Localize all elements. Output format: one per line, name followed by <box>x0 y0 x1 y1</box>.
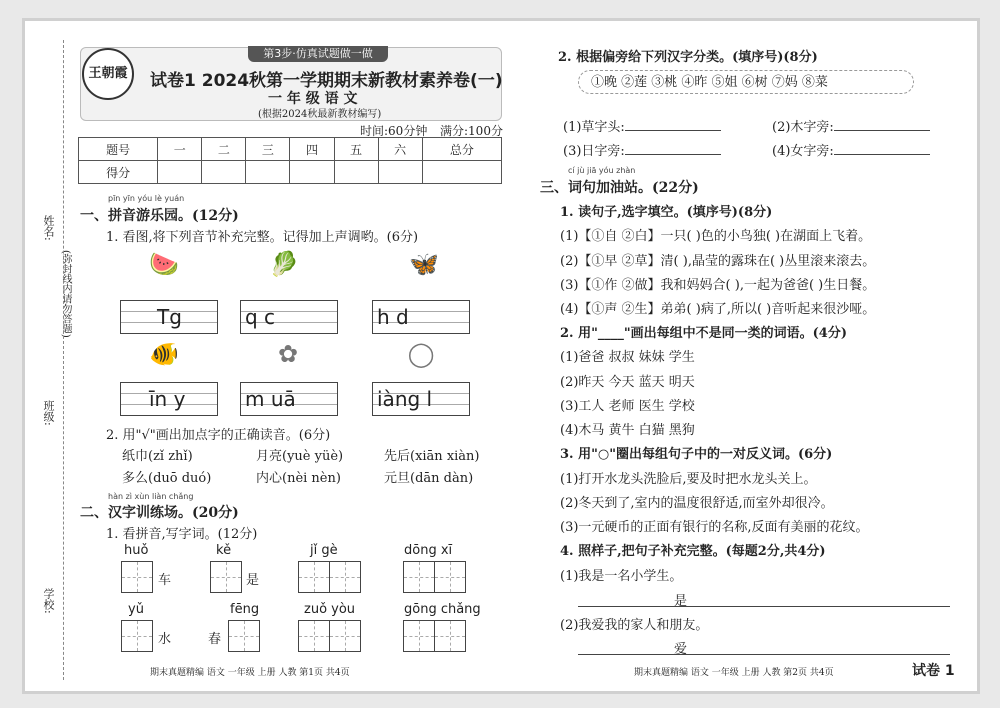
score-header: 题号 <box>79 138 158 161</box>
right-q2: 2. 根据偏旁给下列汉字分类。(填序号)(8分) <box>558 50 818 65</box>
pinyin-prompt: huǒ <box>124 543 149 558</box>
cabbage-icon: 🥬 <box>269 250 299 278</box>
fill-sentence[interactable]: (2)【①早 ②草】清( ),晶莹的露珠在( )丛里滚来滚去。 <box>560 254 876 269</box>
pinyin-box[interactable]: h d <box>372 300 470 334</box>
answer-line[interactable] <box>834 154 930 155</box>
score-full-label: 满分:100分 <box>440 124 503 138</box>
word-group[interactable]: (3)工人 老师 医生 学校 <box>560 399 695 414</box>
fill-sentence[interactable]: (3)【①作 ②做】我和妈妈合( ),一起为爸爸( )生日餐。 <box>560 278 876 293</box>
sec1-q1: 1. 看图,将下列音节补充完整。记得加上声调哟。(6分) <box>106 230 419 245</box>
bracelet-icon: ◯ <box>407 340 435 368</box>
choice-item[interactable]: 先后(xiān xiàn) <box>384 449 480 464</box>
time-label: 时间:60分钟 <box>360 124 428 138</box>
seal-note: (弥封线内请勿答题) <box>60 250 71 338</box>
sec3-pinyin: cí jù jiā yóu zhàn <box>568 166 636 175</box>
tianzige-box[interactable] <box>228 620 260 652</box>
answer-line[interactable] <box>625 130 721 131</box>
tianzige-box[interactable] <box>298 561 330 593</box>
pinyin-prompt: gōng chǎng <box>404 602 481 617</box>
category: (2)木字旁: <box>772 116 930 135</box>
score-header: 三 <box>246 138 290 161</box>
sec3-q2: 2. 用"____"画出每组中不是同一类的词语。(4分) <box>560 326 847 341</box>
category: (3)日字旁: <box>563 140 721 159</box>
antonym-sentence[interactable]: (1)打开水龙头洗脸后,要及时把水龙头关上。 <box>560 472 817 487</box>
paper-badge: 试卷 1 <box>912 663 955 679</box>
pinyin-prompt: yǔ <box>128 602 144 617</box>
choice-item[interactable]: 内心(nèi nèn) <box>256 471 341 486</box>
answer-line[interactable]: 爱 <box>578 638 950 655</box>
sec2-title: 二、汉字训练场。(20分) <box>80 505 239 521</box>
sec2-q1: 1. 看拼音,写字词。(12分) <box>106 527 258 542</box>
sec3-q3: 3. 用"○"圈出每组句子中的一对反义词。(6分) <box>560 447 833 462</box>
pinyin-box[interactable]: q c <box>240 300 338 334</box>
given-char: 是 <box>246 573 260 588</box>
tianzige-box[interactable] <box>403 620 435 652</box>
char-bank: ①晚 ②莲 ③桃 ④昨 ⑤姐 ⑥树 ⑦妈 ⑧菜 <box>578 70 914 94</box>
score-cell[interactable] <box>334 161 378 184</box>
footer-left: 期末真题精编 语文 一年级 上册 人教 第1页 共4页 <box>150 668 350 678</box>
school-label: 学校: <box>42 588 55 614</box>
given-char: 车 <box>158 573 172 588</box>
category: (1)草字头: <box>563 116 721 135</box>
answer-line[interactable] <box>834 130 930 131</box>
pinyin-prompt: dōng xī <box>404 543 453 558</box>
antonym-sentence[interactable]: (2)冬天到了,室内的温度很舒适,而室外却很冷。 <box>560 496 834 511</box>
pinyin-prompt: zuǒ yòu <box>304 602 356 617</box>
choice-item[interactable]: 月亮(yuè yüè) <box>256 449 344 464</box>
flower-icon: ✿ <box>277 340 299 368</box>
given-char: 春 <box>208 632 222 647</box>
paper-title: 试卷1 2024秋第一学期期末新教材素养卷(一) <box>150 71 503 91</box>
footer-right: 期末真题精编 语文 一年级 上册 人教 第2页 共4页 <box>634 668 834 678</box>
brand-logo: 王朝霞 <box>82 48 134 100</box>
step-banner: 第3步·仿真试题做一做 <box>248 46 388 62</box>
paper-subtitle: 一 年 级 语 文 <box>268 91 358 107</box>
choice-item[interactable]: 多么(duō duó) <box>122 471 212 486</box>
tianzige-box[interactable] <box>329 561 361 593</box>
pinyin-box[interactable]: īn y <box>120 382 218 416</box>
pinyin-box[interactable]: Tg <box>120 300 218 334</box>
score-table <box>78 137 502 184</box>
paper-note: (根据2024秋最新教材编写) <box>258 109 382 120</box>
answer-line[interactable]: 是 <box>578 590 950 607</box>
score-cell[interactable] <box>290 161 334 184</box>
pinyin-box[interactable]: m uā <box>240 382 338 416</box>
category: (4)女字旁: <box>772 140 930 159</box>
pinyin-box[interactable]: iàng l <box>372 382 470 416</box>
example-sentence: (2)我爱我的家人和朋友。 <box>560 618 709 633</box>
sec3-q4: 4. 照样子,把句子补充完整。(每题2分,共4分) <box>560 544 826 559</box>
sec1-pinyin: pīn yīn yóu lè yuán <box>108 194 185 203</box>
tianzige-box[interactable] <box>403 561 435 593</box>
score-cell[interactable] <box>158 161 202 184</box>
goldfish-icon: 🐠 <box>149 340 179 368</box>
sec1-q2: 2. 用"√"画出加点字的正确读音。(6分) <box>106 428 331 443</box>
tianzige-box[interactable] <box>121 561 153 593</box>
fill-sentence[interactable]: (1)【①自 ②白】一只( )色的小鸟独( )在湖面上飞着。 <box>560 229 872 244</box>
name-label: 姓名: <box>42 215 55 241</box>
word-group[interactable]: (2)昨天 今天 蓝天 明天 <box>560 375 695 390</box>
score-cell[interactable] <box>246 161 290 184</box>
pinyin-prompt: jǐ gè <box>310 543 338 558</box>
class-label: 班级: <box>42 400 55 426</box>
butterfly-icon: 🦋 <box>409 250 439 278</box>
antonym-sentence[interactable]: (3)一元硬币的正面有银行的名称,反面有美丽的花纹。 <box>560 520 869 535</box>
score-cell[interactable] <box>422 161 501 184</box>
score-cell[interactable] <box>378 161 422 184</box>
answer-line[interactable] <box>625 154 721 155</box>
score-header: 二 <box>202 138 246 161</box>
choice-item[interactable]: 纸巾(zǐ zhǐ) <box>122 449 193 464</box>
tianzige-box[interactable] <box>210 561 242 593</box>
tianzige-box[interactable] <box>434 620 466 652</box>
tianzige-box[interactable] <box>434 561 466 593</box>
sec2-pinyin: hàn zì xùn liàn chǎng <box>108 492 194 501</box>
score-header: 六 <box>378 138 422 161</box>
sec3-q1: 1. 读句子,选字填空。(填序号)(8分) <box>560 205 773 220</box>
seal-line <box>63 40 64 680</box>
choice-item[interactable]: 元旦(dān dàn) <box>384 471 474 486</box>
sec3-title: 三、词句加油站。(22分) <box>540 180 699 196</box>
score-cell[interactable] <box>202 161 246 184</box>
pinyin-prompt: fēng <box>230 602 260 617</box>
score-header: 五 <box>334 138 378 161</box>
tianzige-box[interactable] <box>121 620 153 652</box>
score-header: 总分 <box>422 138 501 161</box>
watermelon-icon: 🍉 <box>149 250 179 278</box>
word-group[interactable]: (4)木马 黄牛 白猫 黑狗 <box>560 423 695 438</box>
sec1-title: 一、拼音游乐园。(12分) <box>80 208 239 224</box>
score-header: 四 <box>290 138 334 161</box>
fill-sentence[interactable]: (4)【①声 ②生】弟弟( )病了,所以( )音听起来很沙哑。 <box>560 302 876 317</box>
word-group[interactable]: (1)爸爸 叔叔 妹妹 学生 <box>560 350 695 365</box>
example-sentence: (1)我是一名小学生。 <box>560 569 683 584</box>
score-header: 一 <box>158 138 202 161</box>
given-char: 水 <box>158 632 172 647</box>
tianzige-box[interactable] <box>329 620 361 652</box>
tianzige-box[interactable] <box>298 620 330 652</box>
pinyin-prompt: kě <box>216 543 232 558</box>
score-row-label: 得分 <box>79 161 158 184</box>
